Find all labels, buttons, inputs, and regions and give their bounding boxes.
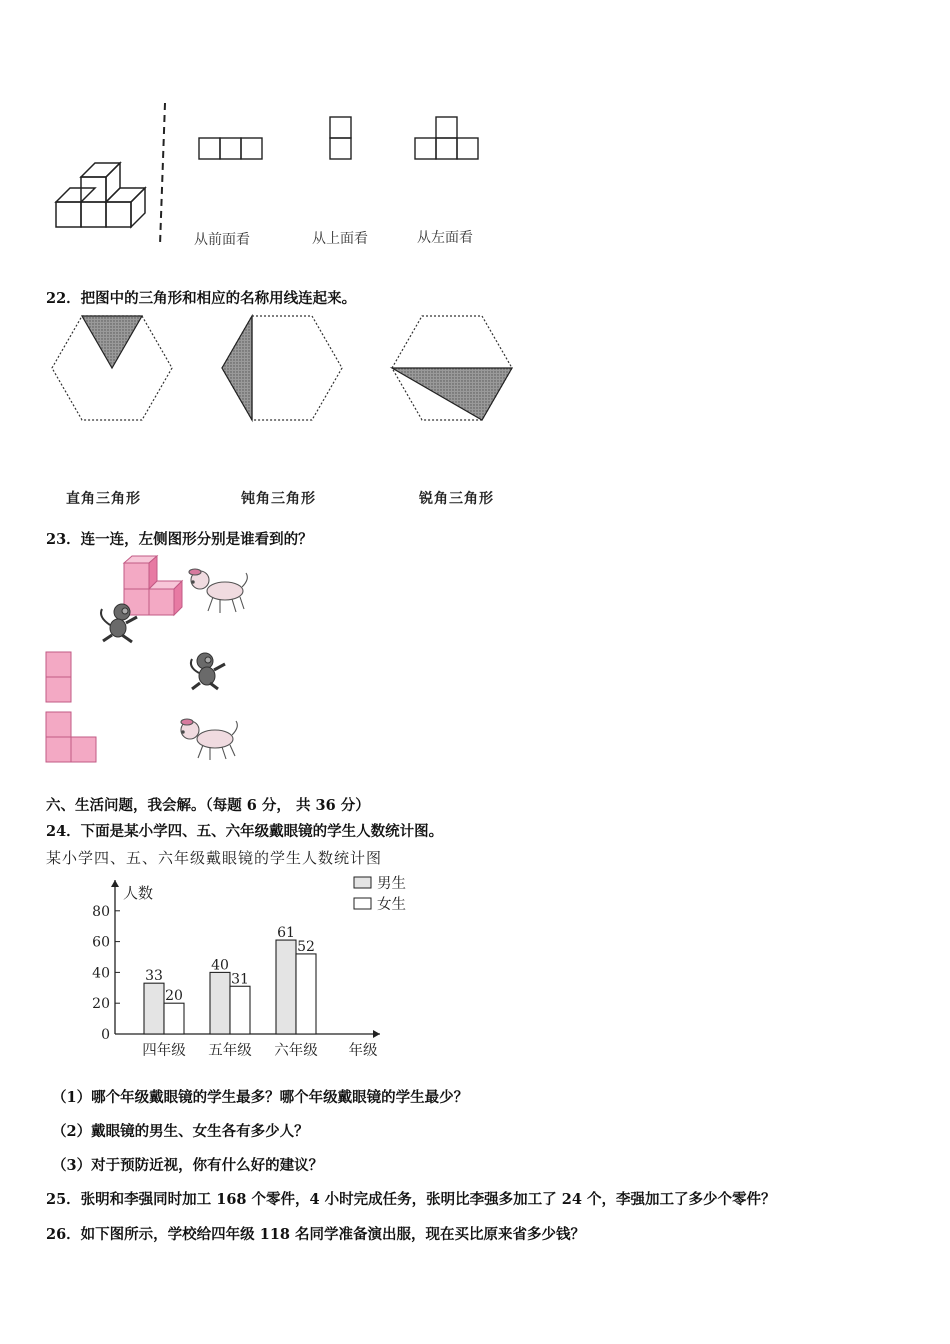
triangle-3	[392, 368, 512, 420]
bar	[276, 940, 296, 1034]
chart-title: 某小学四、五、六年级戴眼镜的学生人数统计图	[46, 849, 383, 867]
x-axis-label: 年级	[348, 1043, 378, 1059]
legend-swatch	[354, 898, 371, 909]
view-caption-left: 从左面看	[417, 230, 473, 246]
data-label: 61	[277, 925, 295, 942]
bar	[164, 1003, 184, 1034]
y-tick-label: 80	[92, 903, 110, 920]
y-tick-label: 40	[92, 965, 110, 982]
triangle-2	[222, 316, 252, 420]
x-tick-label: 五年级	[208, 1043, 252, 1059]
question-23: 23．连一连，左侧图形分别是谁看到的？	[46, 531, 313, 548]
left-view	[415, 117, 478, 159]
legend-swatch	[354, 877, 371, 888]
legend-label: 女生	[377, 897, 406, 913]
legend-label: 男生	[377, 876, 406, 892]
question-24-sub-1: （1）哪个年级戴眼镜的学生最多？哪个年级戴眼镜的学生最少？	[52, 1089, 469, 1106]
dog-icon	[189, 569, 247, 613]
hexagon-2	[222, 316, 342, 420]
x-tick-label: 四年级	[142, 1043, 186, 1059]
question-25: 25．张明和李强同时加工 168 个零件，4 小时完成任务，张明比李强多加工了 24 个，李强加工了多少个零件？	[46, 1191, 776, 1208]
dog-icon	[181, 719, 237, 760]
data-label: 31	[231, 971, 249, 988]
y-axis-label: 人数	[123, 884, 154, 902]
bar	[144, 983, 164, 1034]
data-label: 52	[297, 938, 315, 955]
pink-cube-solid	[124, 556, 182, 615]
hexagon-1	[52, 316, 172, 420]
bar	[230, 986, 250, 1034]
data-label: 33	[145, 968, 163, 985]
question-26: 26．如下图所示，学校给四年级 118 名同学准备演出服，现在买比原来省多少钱？	[46, 1226, 586, 1243]
bar	[210, 972, 230, 1034]
y-tick-label: 60	[92, 934, 110, 951]
dashed-divider	[160, 103, 165, 245]
question-22: 22．把图中的三角形和相应的名称用线连起来。	[46, 290, 357, 307]
hexagon-3	[392, 316, 512, 420]
legend	[354, 875, 406, 913]
y-axis-arrow	[111, 880, 119, 887]
view-caption-front: 从前面看	[194, 232, 250, 248]
top-view	[330, 117, 351, 159]
pink-view-stack	[46, 652, 71, 702]
x-labels	[142, 1041, 378, 1059]
question-24: 24．下面是某小学四、五、六年级戴眼镜的学生人数统计图。	[46, 823, 444, 840]
pink-view-l-shape	[46, 712, 96, 762]
bars	[144, 925, 316, 1034]
bar	[296, 954, 316, 1034]
question-24-sub-2: （2）戴眼镜的男生、女生各有多少人？	[52, 1123, 309, 1140]
name-right-triangle: 直角三角形	[66, 491, 141, 507]
x-tick-label: 六年级	[274, 1043, 318, 1059]
question-24-sub-3: （3）对于预防近视，你有什么好的建议？	[52, 1157, 324, 1174]
data-label: 40	[211, 957, 229, 974]
section-6-title: 六、生活问题，我会解。（每题 6 分， 共 36 分）	[46, 797, 370, 814]
q23-figure	[40, 555, 270, 770]
name-acute-triangle: 锐角三角形	[419, 491, 494, 507]
triangle-1	[82, 316, 142, 368]
monkey-icon	[191, 653, 225, 689]
front-view	[199, 138, 262, 159]
y-tick-label: 20	[92, 996, 110, 1013]
y-ticks	[92, 904, 120, 1043]
data-label: 20	[165, 988, 183, 1005]
name-obtuse-triangle: 钝角三角形	[241, 491, 316, 507]
cube-solid	[56, 163, 145, 227]
y-tick-label: 0	[101, 1027, 110, 1043]
x-axis-arrow	[373, 1030, 380, 1038]
bar-chart	[40, 868, 410, 1063]
view-caption-top: 从上面看	[312, 231, 368, 247]
q22-hexagons	[50, 314, 520, 424]
